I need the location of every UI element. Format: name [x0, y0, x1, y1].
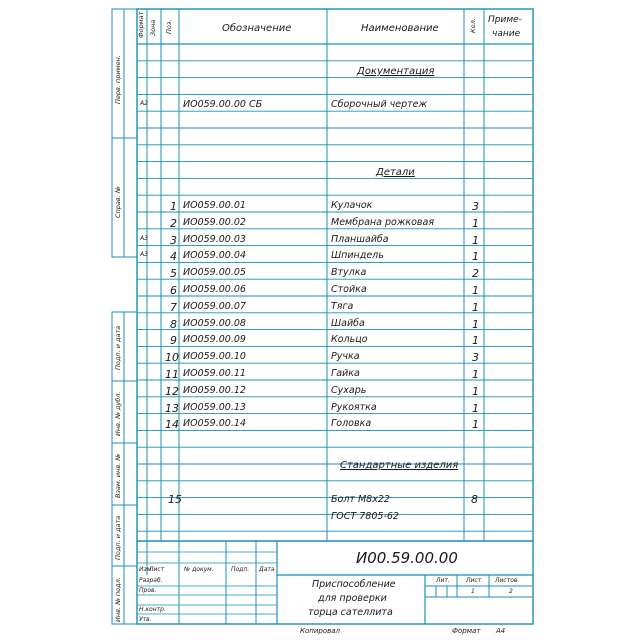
part-designation: ИО059.00.12 — [183, 384, 246, 396]
tb-izm: Изм. — [139, 566, 154, 573]
section-standard: Стандартные изделия — [340, 460, 459, 471]
section-docs: Документация — [357, 66, 435, 77]
part-name: Стойка — [331, 284, 367, 295]
part-name: Тяга — [331, 300, 354, 312]
part-designation: ИО059.00.05 — [183, 267, 246, 279]
footer-copied: Копировал — [300, 627, 340, 635]
part-name: Головка — [331, 418, 372, 430]
tb-listov-label: Листов — [495, 577, 518, 584]
side-vzam-inv: Взам. инв. № — [114, 453, 122, 498]
side-podp-data-1: Подп. и дата — [114, 325, 122, 370]
tb-nkontr: Н.контр. — [139, 606, 166, 613]
part-name: Сухарь — [331, 384, 367, 396]
col-format-header: Формат — [137, 11, 145, 38]
doc-format: A2 — [140, 100, 148, 107]
part-pos: 10 — [165, 351, 179, 365]
tb-razrab: Разраб. — [139, 577, 163, 584]
part-pos: 7 — [170, 300, 177, 314]
part-designation: ИО059.00.09 — [183, 334, 246, 346]
tb-title-2: для проверки — [318, 593, 387, 604]
part-pos: 8 — [170, 317, 177, 331]
part-name: Гайка — [331, 368, 360, 379]
part-name: Рукоятка — [331, 401, 377, 413]
tb-title-3: торца сателлита — [308, 607, 393, 618]
part-qty: 1 — [472, 216, 479, 230]
part-qty: 1 — [472, 300, 479, 314]
side-inv-podl: Инв. № подл. — [114, 577, 122, 622]
side-sprav-no: Справ. № — [114, 186, 122, 218]
part-name: Шайба — [331, 317, 365, 329]
part-qty: 1 — [472, 384, 479, 398]
part-pos: 14 — [165, 418, 179, 432]
col-name-header: Наименование — [361, 23, 439, 34]
part-name: Ручка — [331, 351, 360, 363]
col-note-header-1: Приме- — [488, 15, 522, 25]
part-pos: 5 — [170, 267, 177, 281]
col-pos-header: Поз. — [165, 19, 173, 34]
part-qty: 1 — [472, 368, 479, 381]
side-podp-data-2: Подп. и дата — [114, 515, 122, 560]
tb-podp: Подп. — [231, 566, 250, 573]
drawing-code: И00.59.00.00 — [356, 549, 458, 567]
part-designation: ИО059.00.10 — [183, 351, 246, 363]
part-qty: 1 — [472, 418, 479, 432]
part-qty: 1 — [472, 233, 479, 247]
part-designation: ИО059.00.01 — [183, 200, 246, 211]
standard-name: Болт М8х22 — [331, 494, 390, 505]
tb-list: Лист — [149, 566, 165, 573]
part-designation: ИО059.00.11 — [183, 368, 246, 379]
col-note-header-2: чание — [492, 29, 521, 39]
part-designation: ИО059.00.14 — [183, 418, 246, 430]
part-designation: ИО059.00.04 — [183, 250, 246, 262]
part-name: Кольцо — [331, 334, 368, 346]
part-qty: 1 — [472, 250, 479, 264]
part-designation: ИО059.00.13 — [183, 401, 246, 413]
tb-prov: Пров. — [139, 587, 157, 594]
part-qty: 1 — [472, 334, 479, 348]
part-designation: ИО059.00.08 — [183, 317, 246, 329]
tb-listov-value: 2 — [509, 588, 513, 595]
part-pos: 13 — [165, 401, 179, 415]
part-pos: 3 — [170, 233, 177, 247]
footer-format-value: А4 — [496, 627, 506, 635]
part-name: Планшайба — [331, 233, 389, 245]
part-pos: 11 — [165, 368, 179, 381]
part-format: A3 — [140, 234, 148, 242]
part-pos: 2 — [170, 216, 177, 230]
tb-utv: Утв. — [139, 616, 152, 623]
part-name: Мембрана рожковая — [331, 216, 435, 228]
part-name: Кулачок — [331, 200, 373, 211]
footer-format-label: Формат — [452, 627, 481, 635]
tb-list-value: 1 — [471, 588, 475, 595]
col-designation-header: Обозначение — [222, 23, 292, 34]
part-pos: 4 — [170, 250, 177, 264]
part-pos: 9 — [170, 334, 177, 348]
col-zone-header: Зона — [149, 19, 157, 36]
part-pos: 1 — [170, 200, 177, 213]
tb-title-1: Приспособление — [312, 579, 396, 590]
part-designation: ИО059.00.06 — [183, 284, 246, 295]
part-name: Шпиндель — [331, 250, 384, 262]
part-qty: 1 — [472, 401, 479, 415]
part-pos: 6 — [170, 284, 177, 297]
part-qty: 2 — [472, 267, 479, 281]
standard-pos: 15 — [168, 493, 182, 506]
doc-name: Сборочный чертеж — [331, 99, 428, 110]
section-parts: Детали — [376, 167, 415, 178]
tb-data: Дата — [259, 566, 275, 573]
doc-designation: ИО059.00.00 СБ — [183, 99, 263, 110]
side-perv-primen: Перв. примен. — [114, 55, 122, 104]
tb-lit: Лит. — [436, 577, 450, 584]
standard-qty: 8 — [471, 493, 478, 506]
col-qty-header: Кол. — [469, 18, 477, 33]
part-qty: 3 — [472, 200, 479, 213]
tb-ndoc: № докум. — [184, 566, 214, 573]
part-qty: 3 — [472, 351, 479, 365]
part-designation: ИО059.00.03 — [183, 233, 246, 245]
side-inv-dubl: Инв. № дубл. — [114, 391, 122, 436]
part-pos: 12 — [165, 384, 179, 398]
part-format: A3 — [140, 251, 148, 259]
part-qty: 1 — [472, 317, 479, 331]
part-name: Втулка — [331, 267, 367, 279]
tb-list-label: Лист — [466, 577, 482, 584]
part-designation: ИО059.00.02 — [183, 216, 246, 228]
standard-gost: ГОСТ 7805-62 — [331, 511, 399, 522]
part-designation: ИО059.00.07 — [183, 300, 246, 312]
part-qty: 1 — [472, 284, 479, 297]
